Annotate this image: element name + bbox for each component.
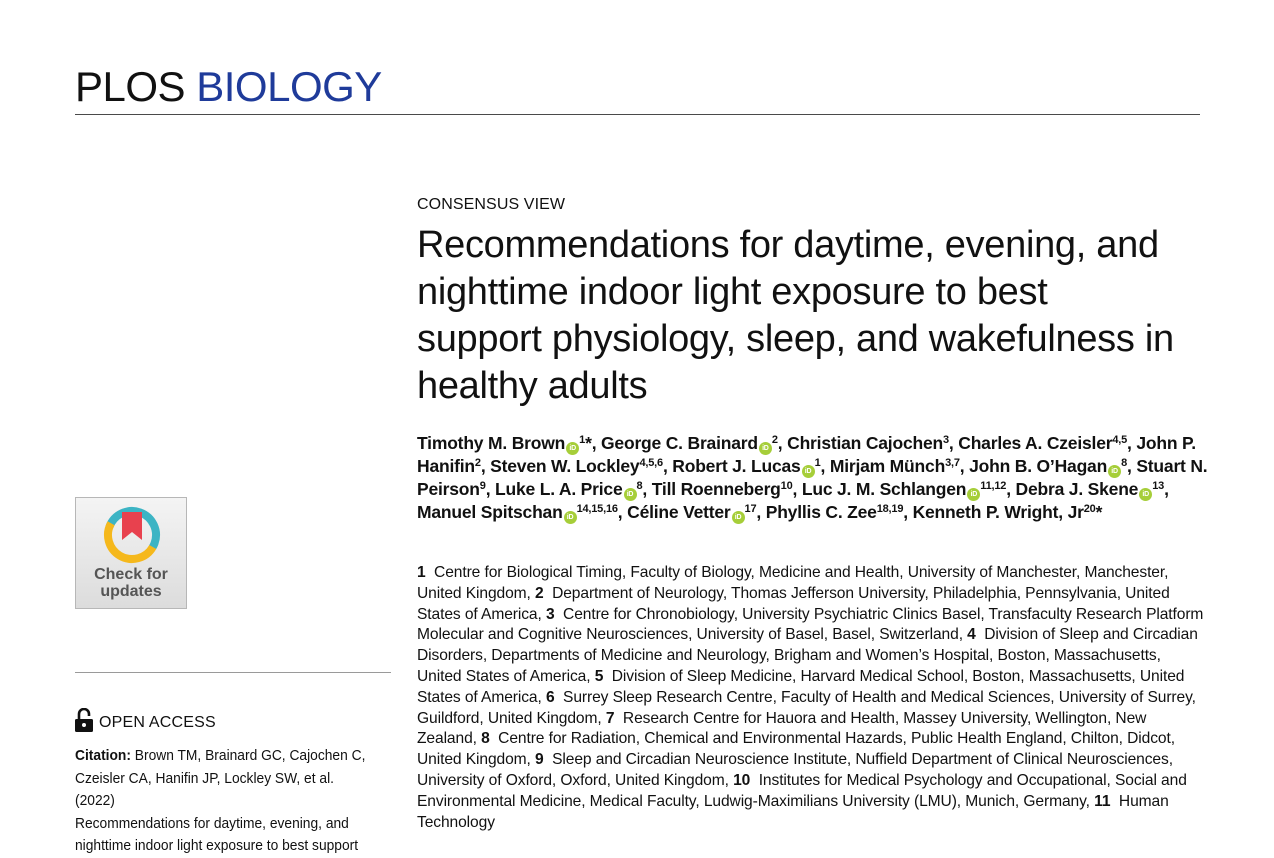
- author-item: [652, 479, 793, 499]
- author-item: [417, 433, 592, 453]
- affiliation-number: 1: [417, 564, 426, 581]
- author-name[interactable]: John B. O’Hagan: [969, 456, 1108, 476]
- affiliation-text: Centre for Chronobiology, University Psychiatric Clinics Basel, Transfaculty Research Platform Molecular and Cognitive Neurosciences, University of Basel, Basel, Switzerland,: [417, 605, 1204, 644]
- author-affiliation-ref: 2: [771, 434, 778, 446]
- citation-block: [75, 745, 375, 858]
- affiliation-text: Institutes for Medical Psychology and Occupational, Social and Environmental Medicine, Medical Faculty, Ludwig-Maximilians University (LMU), Munich, Germany,: [417, 771, 1187, 810]
- orcid-icon[interactable]: iD: [1108, 465, 1121, 478]
- author-name[interactable]: Mirjam Münch: [829, 456, 946, 476]
- citation-line: nighttime indoor light exposure to best support: [75, 837, 359, 854]
- author-name[interactable]: Debra J. Skene: [1015, 479, 1139, 499]
- author-affiliation-ref: 8: [1121, 457, 1127, 469]
- affiliation-number: 6: [545, 688, 555, 706]
- open-lock-icon: [75, 708, 93, 732]
- author-affiliation-ref: 13: [1152, 480, 1165, 492]
- author-item: [958, 433, 1127, 453]
- article-title: [417, 222, 1217, 410]
- author-name[interactable]: Manuel Spitschan: [417, 502, 563, 522]
- author-item: [672, 456, 820, 476]
- journal-logo-plos: PLOS: [75, 63, 186, 110]
- author-name[interactable]: Timothy M. Brown: [417, 433, 566, 453]
- orcid-icon[interactable]: iD: [732, 511, 745, 524]
- author-item: [969, 456, 1127, 476]
- author-name[interactable]: Céline Vetter: [627, 502, 731, 522]
- author-affiliation-ref: 4,5: [1112, 434, 1128, 446]
- author-item: [802, 479, 1006, 499]
- title-line: healthy adults: [417, 365, 648, 407]
- author-affiliation-ref: 1: [579, 434, 586, 446]
- citation-line: Czeisler CA, Hanifin JP, Lockley SW, et al. (2022): [75, 769, 334, 809]
- journal-header: [75, 62, 1200, 115]
- author-item: [830, 456, 960, 476]
- affiliation-number: 4: [967, 626, 976, 644]
- author-item: [495, 479, 642, 499]
- author-affiliation-ref: 1: [814, 457, 821, 469]
- author-item: [766, 502, 904, 522]
- author-affiliation-ref: 18,19: [876, 503, 904, 515]
- author-name[interactable]: Luc J. M. Schlangen: [801, 479, 967, 499]
- author-item: [601, 433, 778, 453]
- author-name[interactable]: Luke L. A. Price: [495, 479, 623, 499]
- affiliation-number: 8: [481, 730, 490, 748]
- author-affiliation-ref: 3,7: [945, 457, 960, 469]
- author-name[interactable]: Till Roenneberg: [651, 479, 781, 499]
- title-line: Recommendations for daytime, evening, and: [417, 224, 1159, 266]
- affiliation-text: Department of Neurology, Thomas Jefferson University, Philadelphia, Pennsylvania, United States of America,: [417, 584, 1170, 623]
- author-item: [913, 502, 1103, 522]
- affiliation-number: 2: [535, 584, 544, 602]
- title-line: support physiology, sleep, and wakefulness in: [417, 318, 1174, 360]
- author-affiliation-ref: 11,12: [980, 480, 1007, 492]
- author-affiliation-ref: 3: [943, 434, 949, 446]
- author-name[interactable]: Stuart N. Peirson: [417, 456, 1208, 499]
- affiliation-text: Centre for Radiation, Chemical and Environmental Hazards, Public Health England, Chilton, Didcot, United Kingdom,: [417, 730, 1175, 769]
- affiliation-number: 7: [605, 709, 615, 727]
- citation-line: Recommendations for daytime, evening, and: [75, 814, 349, 832]
- affiliation-text: Human Technology: [417, 792, 1169, 831]
- affiliation-text: Division of Sleep and Circadian Disorders, Departments of Medicine and Neurology, Brigham and Women’s Hospital, Boston, Massachusetts, United States of America,: [417, 626, 1198, 685]
- affiliation-text: Division of Sleep Medicine, Harvard Medical School, Boston, Massachusetts, United States of America,: [417, 667, 1185, 706]
- author-name[interactable]: George C. Brainard: [601, 433, 758, 453]
- corresponding-author-mark: *: [1095, 502, 1103, 522]
- orcid-icon[interactable]: iD: [624, 488, 637, 501]
- author-list: Timothy M. Brown $iD^1*$, George C. Brainard $iD^2$, Christian Cajochen$^3$, Charles A. Czeisler$^{4,5}$, John P. Hanifin$^2$, Steven W. Lockley$^{4,5,6}$, Robert J. Lucas $iD^1$, Mirjam Münch$^{3,7}$, John B. O’Hagan $iD^8$, Stuart N. Peirson$^9$, Luke L. A. Price $iD^8$, Till Roenneberg$^{10}$, Luc J. M. Schlangen iD$^{11,12}$, Debra J. Skene $iD^{13}$, Manuel Spitschan iD$^{14,15,16}$, Céline Vetter $iD^{17}$, Phyllis C. Zee$^{18,19}$, Kenneth P. Wright, Jr$^{20}$*: [417, 433, 1208, 522]
- orcid-icon[interactable]: iD: [802, 465, 815, 478]
- affiliation-text: Surrey Sleep Research Centre, Faculty of Health and Medical Sciences, University of Surrey, Guildford, United Kingdom,: [417, 688, 1196, 727]
- affiliation-number: 11: [1094, 792, 1111, 810]
- citation-line: Brown TM, Brainard GC, Cajochen C,: [134, 747, 366, 764]
- sidebar-divider: [75, 672, 391, 673]
- author-item: [627, 502, 756, 522]
- journal-logo[interactable]: [75, 64, 382, 110]
- author-name[interactable]: Phyllis C. Zee: [765, 502, 877, 522]
- affiliation-number: 5: [594, 667, 604, 685]
- article-type: CONSENSUS VIEW: [417, 196, 566, 213]
- affiliation-number: 9: [535, 751, 544, 769]
- author-item: [1016, 479, 1165, 499]
- citation-label: Citation:: [75, 747, 131, 764]
- title-line: nighttime indoor light exposure to best: [417, 271, 1048, 313]
- affiliation-text: Sleep and Circadian Neuroscience Institute, Nuffield Department of Clinical Neurosciences, University of Oxford, Oxford, United Kingdom,: [417, 751, 1173, 789]
- author-affiliation-ref: 20: [1083, 503, 1096, 515]
- crossmark-icon: [102, 504, 162, 566]
- author-affiliation-ref: 10: [780, 480, 793, 492]
- affiliation-number: 3: [545, 605, 555, 623]
- author-affiliation-ref: 9: [479, 480, 486, 492]
- author-affiliation-ref: 4,5,6: [639, 457, 663, 469]
- author-item: [490, 456, 663, 476]
- author-name[interactable]: Charles A. Czeisler: [958, 433, 1113, 453]
- author-affiliation-ref: 8: [636, 480, 643, 492]
- author-name[interactable]: Kenneth P. Wright, Jr: [912, 502, 1084, 522]
- orcid-icon[interactable]: iD: [1139, 488, 1152, 501]
- author-name[interactable]: John P. Hanifin: [417, 433, 1196, 476]
- author-name[interactable]: Steven W. Lockley: [490, 456, 640, 476]
- author-name[interactable]: Christian Cajochen: [787, 433, 943, 453]
- affiliation-text: Research Centre for Hauora and Health, Massey University, Wellington, New Zealand,: [417, 709, 1147, 748]
- author-item: [417, 502, 618, 522]
- author-affiliation-ref: 14,15,16: [576, 503, 618, 515]
- author-item: [787, 433, 949, 453]
- open-access-label: OPEN ACCESS: [99, 714, 216, 731]
- author-affiliation-ref: 17: [744, 503, 757, 515]
- orcid-icon[interactable]: iD: [564, 511, 577, 524]
- affiliation-text: Centre for Biological Timing, Faculty of Biology, Medicine and Health, University of Manchester, Manchester, United Kingdom,: [417, 564, 1169, 602]
- open-access-badge: [75, 706, 216, 732]
- orcid-icon[interactable]: iD: [967, 488, 980, 501]
- corresponding-author-mark: *: [585, 433, 592, 453]
- affiliations: [417, 563, 1207, 833]
- orcid-icon[interactable]: iD: [566, 442, 579, 455]
- affiliation-number: 10: [733, 771, 751, 789]
- check-for-updates-label: Check for updates: [94, 566, 168, 600]
- check-for-updates-button[interactable]: [75, 497, 187, 609]
- journal-logo-biology: BIOLOGY: [196, 63, 382, 110]
- author-affiliation-ref: 2: [474, 457, 481, 469]
- orcid-icon[interactable]: iD: [759, 442, 772, 455]
- author-name[interactable]: Robert J. Lucas: [672, 456, 801, 476]
